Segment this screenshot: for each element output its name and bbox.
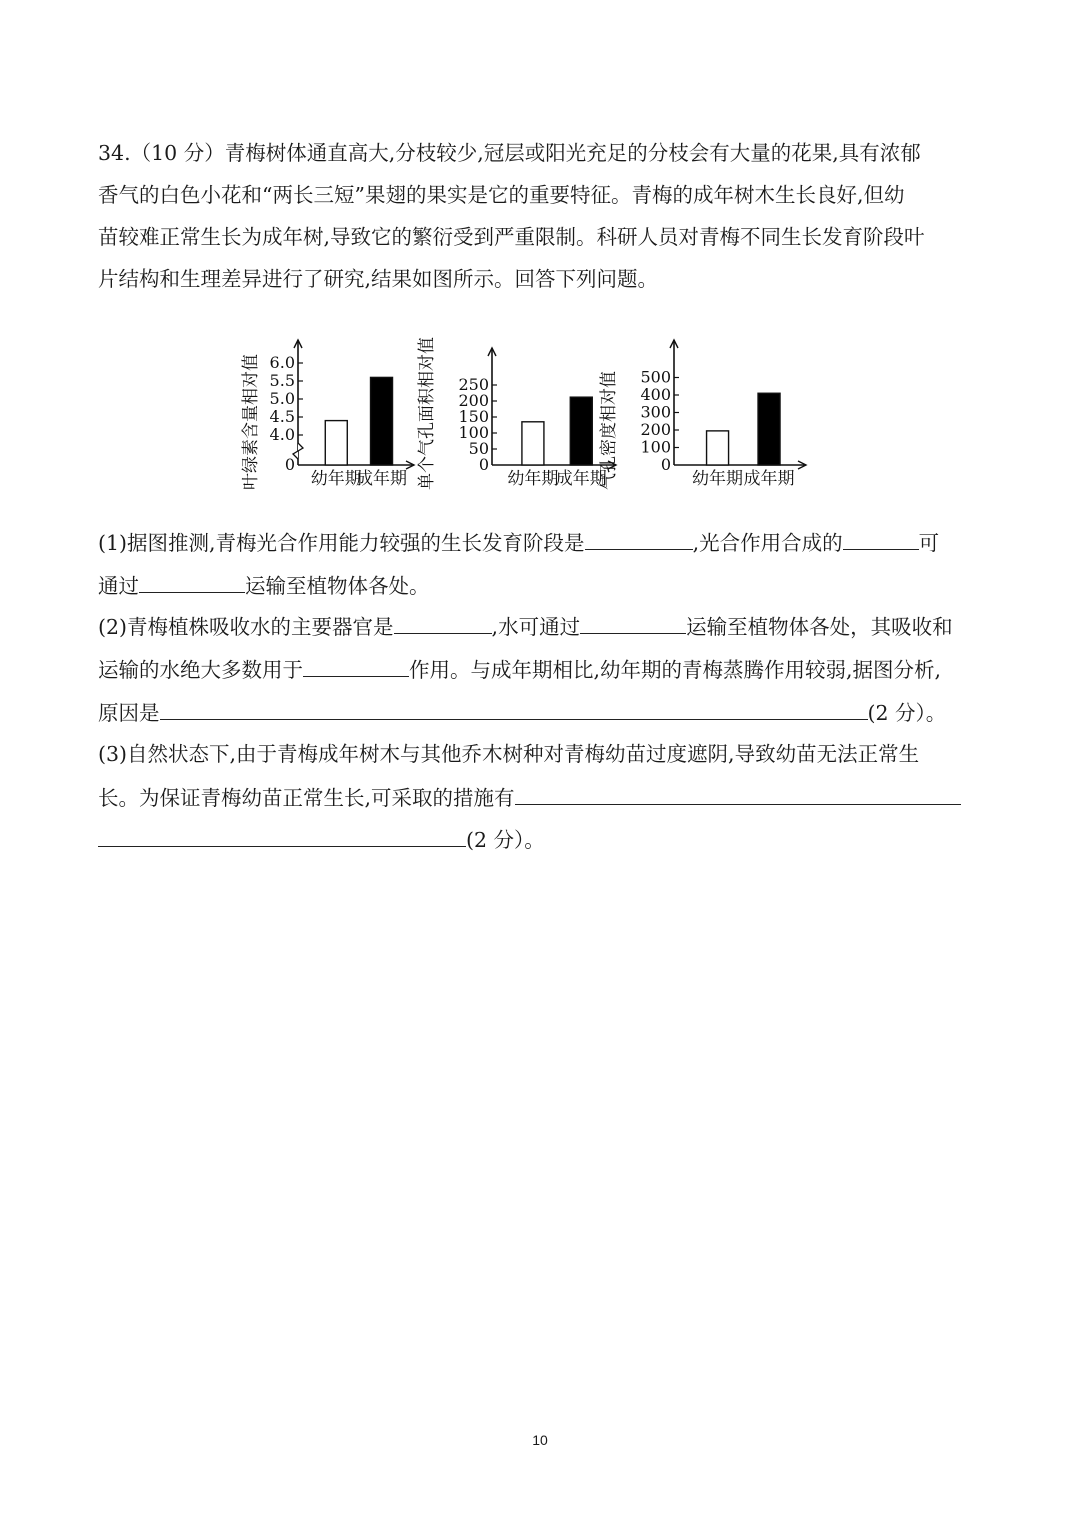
- q1-text-e: 运输至植物体各处。: [245, 574, 430, 598]
- figure-bar-charts: [236, 310, 816, 495]
- y-tick-label: 5.0: [269, 389, 295, 408]
- x-category-label: 幼年期: [692, 469, 744, 489]
- q1-blank-transport[interactable]: [139, 570, 245, 593]
- q3-line-3: [98, 824, 545, 855]
- q1-text-b: ,光合作用合成的: [692, 531, 843, 555]
- question-line-3: 苗较难正常生长为成年树,导致它的繁衍受到严重限制。科研人员对青梅不同生长发育阶段叶: [98, 225, 925, 249]
- q2-text-b: ,水可通过: [491, 615, 581, 639]
- bar-adult: [758, 393, 780, 465]
- bar-juvenile: [522, 422, 544, 465]
- question-line-2: 香气的白色小花和“两长三短”果翅的果实是它的重要特征。青梅的成年树木生长良好,但幼: [98, 183, 905, 207]
- x-category-label: 成年期: [743, 469, 795, 489]
- y-tick-label: 250: [458, 375, 489, 394]
- y-tick-label: 100: [640, 437, 671, 457]
- y-tick-label: 5.5: [269, 371, 295, 390]
- y-tick-label: 400: [640, 385, 671, 404]
- q1-blank-stage[interactable]: [585, 527, 693, 550]
- y-tick-label: 500: [640, 367, 671, 387]
- y-tick-label: 0: [478, 455, 489, 474]
- q2-text-f: 原因是: [98, 701, 160, 725]
- q2-blank-reason[interactable]: [160, 697, 868, 720]
- q1-text-c: 可: [918, 531, 940, 555]
- question-line-4: 片结构和生理差异进行了研究,结果如图所示。回答下列问题。: [98, 267, 659, 291]
- q1-line-2: [98, 570, 430, 601]
- q3-line-1: (3)自然状态下,由于青梅成年树木与其他乔木树种对青梅幼苗过度遮阴,导致幼苗无法正常生: [98, 742, 920, 766]
- x-category-label: 成年期: [356, 469, 408, 489]
- y-tick-label: 200: [640, 420, 671, 439]
- y-tick-label: 0: [660, 455, 671, 474]
- bar-juvenile: [707, 431, 729, 465]
- q2-blank-organ[interactable]: [394, 611, 492, 634]
- y-tick-label: 300: [640, 402, 671, 422]
- q3-text-c: (2 分）。: [466, 828, 545, 852]
- q3-blank-measures-2[interactable]: [98, 824, 466, 847]
- y-tick-label: 6.0: [269, 353, 295, 372]
- q2-line-3: [98, 697, 946, 728]
- bar-adult: [371, 377, 393, 465]
- q2-blank-usage[interactable]: [303, 654, 409, 677]
- chart-1: [241, 340, 414, 490]
- y-tick-label: 4.5: [269, 407, 295, 426]
- question-line-1: 34.（10 分）青梅树体通直高大,分枝较少,冠层或阳光充足的分枝会有大量的花果,具有浓郁: [98, 141, 921, 165]
- page-number: 10: [532, 1432, 548, 1448]
- bar-adult: [570, 397, 592, 465]
- q1-text-d: 通过: [98, 574, 139, 598]
- q2-blank-transport[interactable]: [580, 611, 686, 634]
- q2-line-2: [98, 654, 941, 685]
- q3-line-2: [98, 782, 961, 813]
- q2-text-a: (2)青梅植株吸收水的主要器官是: [98, 615, 394, 639]
- chart-2: [417, 337, 616, 490]
- q2-text-g: (2 分）。: [867, 701, 947, 725]
- x-category-label: 成年期: [555, 469, 607, 489]
- y-tick-label: 150: [458, 407, 489, 426]
- q2-text-d: 运输的水绝大多数用于: [98, 658, 303, 682]
- y-axis-label: 叶绿素含量相对值: [241, 354, 261, 490]
- y-tick-label: 4.0: [269, 425, 295, 444]
- y-tick-label: 200: [458, 391, 489, 410]
- y-axis-label: 气孔密度相对值: [599, 371, 619, 490]
- q2-text-c: 运输至植物体各处，其吸收和: [686, 615, 953, 639]
- q3-text-b: 长。为保证青梅幼苗正常生长,可采取的措施有: [98, 786, 515, 810]
- q2-line-1: [98, 611, 953, 642]
- q3-blank-measures-1[interactable]: [515, 782, 961, 805]
- q2-text-e: 作用。与成年期相比,幼年期的青梅蒸腾作用较弱,据图分析,: [409, 658, 942, 682]
- y-tick-label: 0: [284, 455, 295, 474]
- y-tick-label: 100: [458, 423, 489, 442]
- q1-blank-product[interactable]: [843, 527, 919, 550]
- q1-text-a: (1)据图推测,青梅光合作用能力较强的生长发育阶段是: [98, 531, 585, 555]
- bar-juvenile: [325, 421, 347, 465]
- x-category-label: 幼年期: [310, 469, 362, 489]
- y-axis-label: 单个气孔面积相对值: [417, 337, 437, 490]
- x-category-label: 幼年期: [507, 469, 559, 489]
- chart-3: [599, 340, 806, 490]
- y-tick-label: 50: [468, 439, 489, 458]
- q1-line-1: [98, 527, 939, 558]
